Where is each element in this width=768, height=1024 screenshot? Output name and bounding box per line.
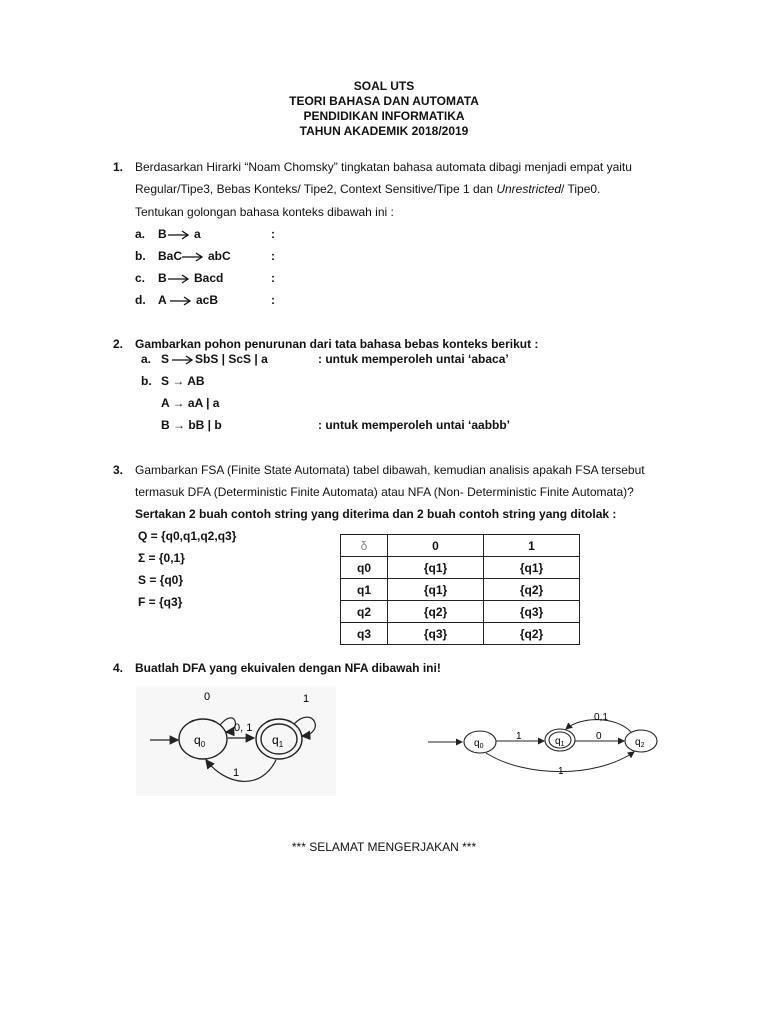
- loop-q0-label: 0: [204, 691, 211, 703]
- q2-a-note: : untuk memperoleh untai ‘abaca’: [318, 352, 509, 366]
- arrow-right-icon: [171, 355, 195, 365]
- loop-q1-label: 1: [303, 693, 310, 705]
- table-cell: {q1}: [388, 557, 484, 579]
- q3-line1: Gambarkan FSA (Finite State Automata) tabel dibawah, kemudian analisis apakah FSA tersebut: [135, 463, 645, 477]
- table-row: [341, 557, 580, 579]
- q2-b-rule3: B → bB | b: [161, 418, 222, 432]
- nfa-diagram-2: [426, 706, 666, 781]
- q3-def-final: F = {q3}: [138, 595, 183, 609]
- q1-line3: Tentukan golongan bahasa konteks dibawah ini :: [135, 205, 394, 219]
- edge-q0-q2-label: 1: [558, 766, 564, 777]
- table-cell: {q3}: [388, 623, 484, 645]
- q2-b-label: b.: [141, 374, 152, 388]
- q2-b-rule2: A → aA | a: [161, 396, 220, 410]
- q3-def-states: Q = {q0,q1,q2,q3}: [138, 529, 237, 543]
- table-cell: q3: [341, 623, 388, 645]
- edge-q1-q0-label: 1: [233, 767, 240, 779]
- arrow-right-icon: [167, 230, 191, 240]
- footer-closing: *** SELAMAT MENGERJAKAN ***: [291, 840, 477, 854]
- q2-number: 2.: [113, 337, 124, 351]
- table-cell: {q1}: [484, 557, 580, 579]
- table-cell: {q2}: [388, 601, 484, 623]
- arrow-right-icon: [181, 252, 205, 262]
- table-cell: {q1}: [388, 579, 484, 601]
- state-q1-label: $q_1$: [272, 733, 284, 749]
- q3-line2: termasuk DFA (Deterministic Finite Automata) atau NFA (Non- Deterministic Finite Automata)?: [135, 485, 634, 499]
- edge-q1-q2-label: 0: [596, 731, 602, 742]
- table-header-cell: δ: [341, 535, 388, 557]
- edge-q0-q1-label: 1: [516, 731, 522, 742]
- table-header-row: [341, 535, 580, 557]
- arrow-right-icon: [167, 274, 191, 284]
- q2-b-rule1: S → AB: [161, 374, 205, 388]
- table-header-cell: 0: [388, 535, 484, 557]
- nfa-diagram-1: [136, 686, 336, 796]
- q3-number: 3.: [113, 463, 124, 477]
- table-cell: {q3}: [484, 601, 580, 623]
- q4-number: 4.: [113, 661, 124, 675]
- q2-a-label: a.: [141, 352, 152, 366]
- table-cell: {q2}: [484, 579, 580, 601]
- q3-def-start: S = {q0}: [138, 573, 184, 587]
- q2-a-lhs: S: [161, 352, 170, 366]
- state-q0-label: $q_0$: [194, 733, 206, 749]
- table-row: [341, 601, 580, 623]
- table-cell: q0: [341, 557, 388, 579]
- title-year: TAHUN AKADEMIK 2018/2019: [299, 124, 469, 138]
- title-course: TEORI BAHASA DAN AUTOMATA: [289, 94, 479, 108]
- edge-q0-q1-label: 0, 1: [234, 722, 253, 734]
- q1-line2: Regular/Tipe3, Bebas Konteks/ Tipe2, Context Sensitive/Tipe 1 dan Unrestricted/ Tipe0.: [135, 182, 601, 196]
- state-q1-label: $q_1$: [555, 736, 565, 748]
- q4-line1: Buatlah DFA yang ekuivalen dengan NFA dibawah ini!: [135, 661, 441, 675]
- q1-line1: Berdasarkan Hirarki “Noam Chomsky” tingkatan bahasa automata dibagi menjadi empat yaitu: [135, 160, 632, 174]
- q2-a-rhs: SbS | ScS | a: [195, 352, 268, 366]
- table-cell: q1: [341, 579, 388, 601]
- q3-def-alphabet: Σ = {0,1}: [138, 551, 185, 565]
- fsa-transition-table: [340, 534, 580, 645]
- title-soal-uts: SOAL UTS: [353, 79, 415, 93]
- q2-line1: Gambarkan pohon penurunan dari tata bahasa bebas konteks berikut :: [135, 337, 539, 351]
- edge-q2-q1-label: 0,1: [594, 712, 608, 723]
- table-row: [341, 623, 580, 645]
- q1-number: 1.: [113, 160, 124, 174]
- table-cell: {q2}: [484, 623, 580, 645]
- arrow-right-icon: [169, 296, 193, 306]
- table-row: [341, 579, 580, 601]
- table-cell: q2: [341, 601, 388, 623]
- table-header-cell: 1: [484, 535, 580, 557]
- state-q0-label: $q_0$: [474, 738, 484, 750]
- state-q2-label: $q_2$: [635, 737, 645, 749]
- q3-line3: Sertakan 2 buah contoh string yang diterima dan 2 buah contoh string yang ditolak :: [135, 507, 617, 521]
- title-program: PENDIDIKAN INFORMATIKA: [303, 109, 465, 123]
- q2-b-note: : untuk memperoleh untai ‘aabbb’: [318, 418, 511, 432]
